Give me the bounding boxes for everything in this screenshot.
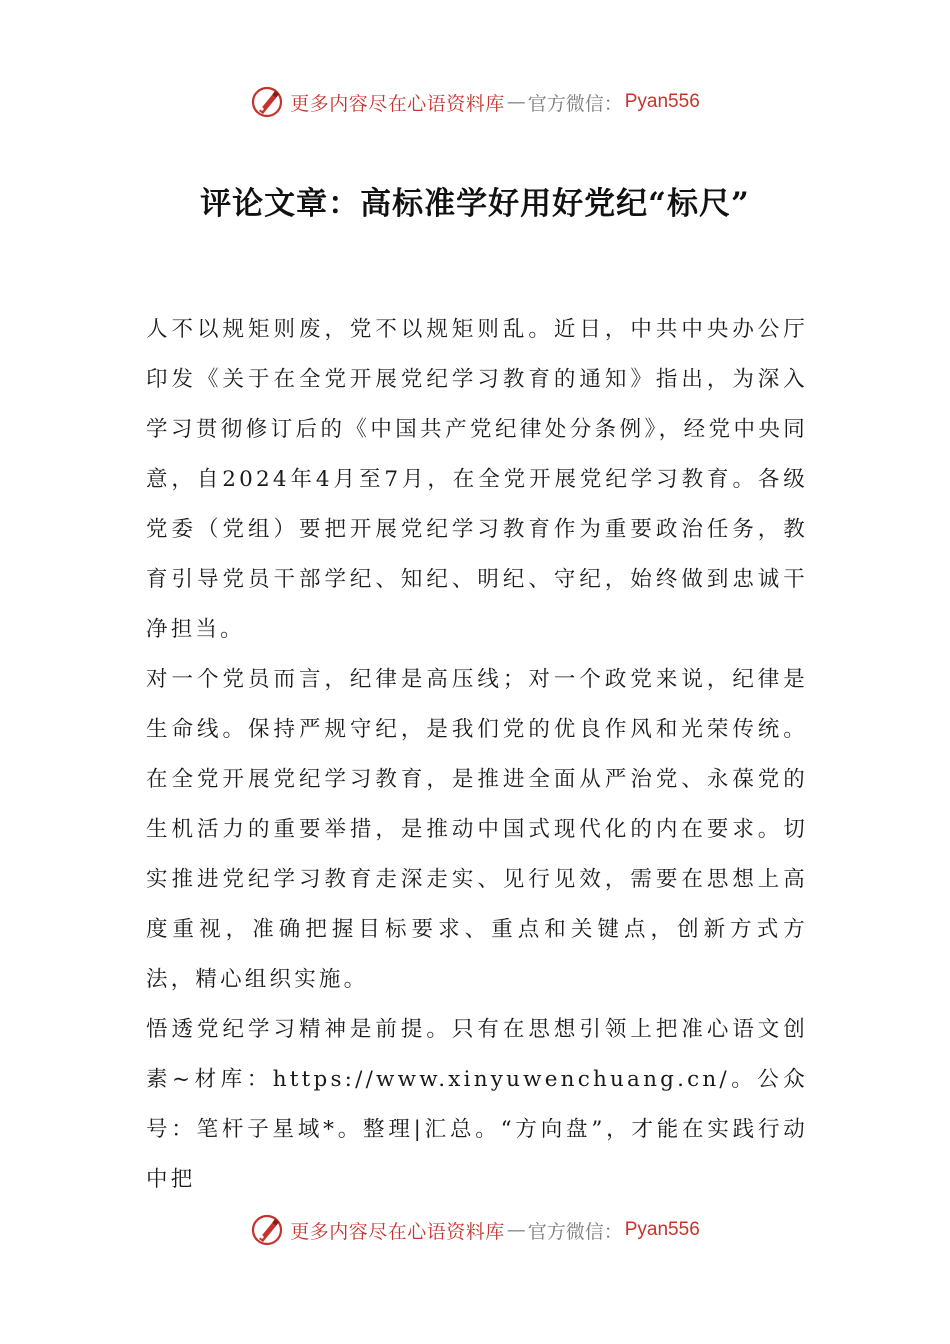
watermark-brand-text: 更多内容尽在心语资料库 bbox=[290, 92, 505, 115]
body-paragraph-2: 对一个党员而言，纪律是高压线；对一个政党来说，纪律是生命线。保持严规守纪，是我们党的优良作风和光荣传统。在全党开展党纪学习教育，是推进全面从严治党、永葆党的生机活力的重要举措，是推动中国式现代化的内在要求。切实推进党纪学习教育走深走实、见行见效，需要在思想上高度重视，准确把握目标要求、重点和关键点，创新方式方法，精心组织实施。 bbox=[146, 667, 808, 992]
document-title: 评论文章：高标准学好用好党纪“标尺” bbox=[200, 186, 750, 222]
pen-nib-logo-icon bbox=[250, 1213, 284, 1247]
header-watermark-banner bbox=[0, 82, 950, 122]
document-body bbox=[146, 305, 808, 1205]
watermark-dash: — bbox=[506, 1219, 526, 1241]
pen-nib-logo-icon bbox=[250, 85, 284, 119]
watermark-wechat-id: Pyan556 bbox=[624, 1219, 700, 1240]
watermark-contact-label: 官方微信： bbox=[527, 1220, 623, 1243]
watermark-wechat-id: Pyan556 bbox=[624, 91, 700, 112]
watermark-dash: — bbox=[506, 91, 526, 113]
footer-watermark-banner bbox=[0, 1210, 950, 1250]
body-paragraph-3: 悟透党纪学习精神是前提。只有在思想引领上把准心语文创素~材库：https://www.xinyuwenchuang.cn/。公众号：笔杆子星域*。整理|汇总。“方向盘”，才能在实践行动中把 bbox=[146, 1017, 808, 1192]
body-paragraph-1: 人不以规矩则废，党不以规矩则乱。近日，中共中央办公厅印发《关于在全党开展党纪学习教育的通知》指出，为深入学习贯彻修订后的《中国共产党纪律处分条例》，经党中央同意，自2024年4月至7月，在全党开展党纪学习教育。各级党委（党组）要把开展党纪学习教育作为重要政治任务，教育引导党员干部学纪、知纪、明纪、守纪，始终做到忠诚干净担当。 bbox=[146, 317, 808, 642]
watermark-contact-label: 官方微信： bbox=[527, 92, 623, 115]
watermark-brand-text: 更多内容尽在心语资料库 bbox=[290, 1220, 505, 1243]
